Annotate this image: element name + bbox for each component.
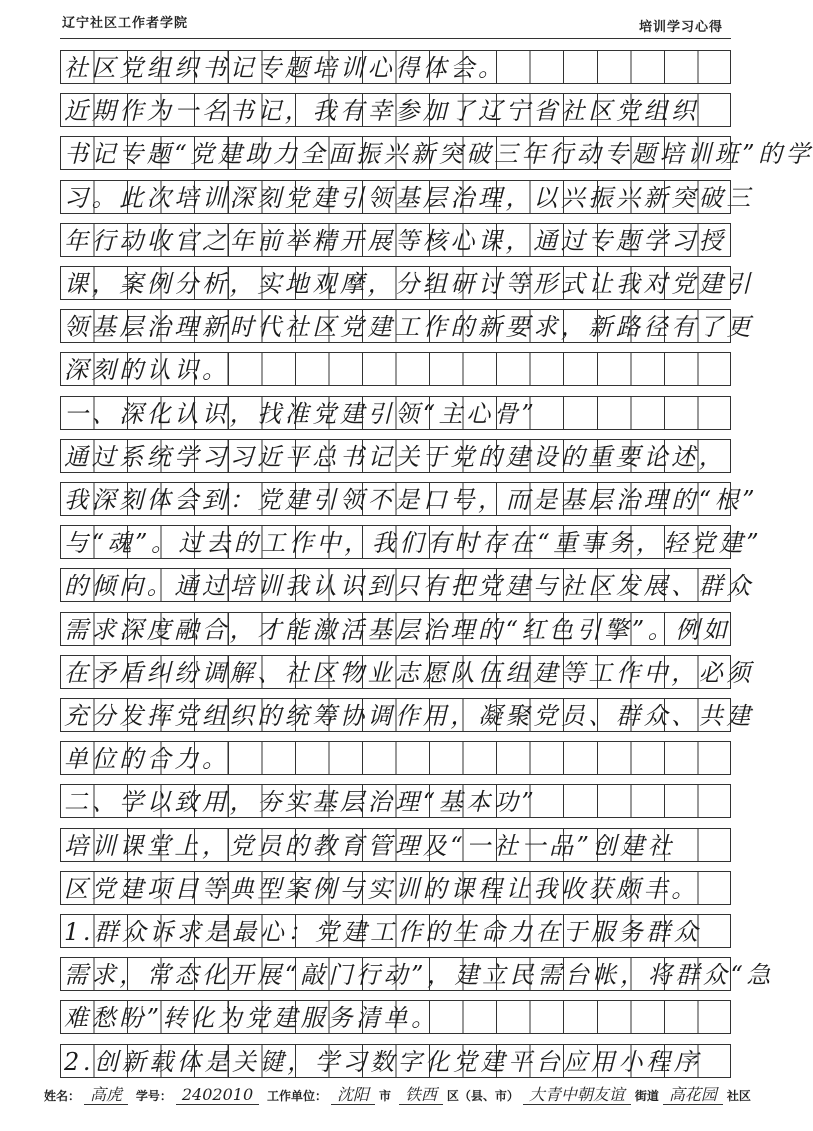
grid-row bbox=[60, 957, 775, 991]
handwritten-line: 单位的合力。 bbox=[64, 745, 230, 774]
grid-row bbox=[60, 50, 731, 84]
street-value: 大青中朝友谊 bbox=[523, 1085, 631, 1105]
grid-row bbox=[60, 655, 754, 689]
grid-row bbox=[60, 93, 731, 127]
grid-row bbox=[60, 828, 731, 862]
grid-row bbox=[60, 568, 754, 602]
city-value: 沈阳 bbox=[331, 1085, 375, 1105]
grid-row bbox=[60, 784, 731, 818]
footer-info bbox=[44, 1082, 755, 1105]
student-id-label: 学号： bbox=[135, 1089, 172, 1103]
handwritten-line: 充分发挥党组织的统筹协调作用，凝聚党员、群众、共建 bbox=[64, 702, 754, 730]
handwritten-line: 深刻的认识。 bbox=[64, 356, 230, 385]
grid-row bbox=[60, 396, 731, 430]
handwritten-line: 领基层治理新时代社区党建工作的新要求，新路径有了更 bbox=[64, 313, 754, 342]
grid-row bbox=[60, 309, 754, 343]
student-id-value: 2402010 bbox=[176, 1085, 259, 1105]
grid-row bbox=[60, 136, 813, 170]
grid-row bbox=[60, 180, 754, 214]
handwritten-line: 区党建项目等典型案例与实训的课程让我收获颇丰。 bbox=[64, 874, 699, 903]
handwritten-line: 与“魂”。过去的工作中，我们有时存在“重事务，轻党建” bbox=[64, 529, 763, 558]
handwritten-line: 我深刻体会到：党建引领不是口号，而是基层治理的“根” bbox=[64, 486, 759, 514]
district-value: 铁西 bbox=[399, 1085, 443, 1105]
header-divider bbox=[60, 38, 731, 39]
grid-row bbox=[60, 1044, 731, 1078]
grid-row bbox=[60, 266, 754, 300]
handwritten-line: 习。此次培训深刻党建引领基层治理，以兴振兴新突破三 bbox=[64, 183, 754, 212]
grid-row bbox=[60, 223, 731, 257]
manuscript-grid bbox=[60, 40, 813, 1080]
grid-row bbox=[60, 914, 731, 948]
handwritten-line: 需求，常态化开展“敲门行动”，建立民需台帐，将群众“急 bbox=[64, 961, 775, 990]
unit-label: 工作单位： bbox=[266, 1089, 327, 1103]
handwritten-line: 难愁盼”转化为党建服务清单。 bbox=[64, 1004, 439, 1033]
handwritten-line: 培训课堂上，党员的教育管理及“一社一品”创建社 bbox=[64, 831, 676, 860]
document-type-title: 培训学习心得 bbox=[638, 20, 723, 35]
handwritten-line: 2.创新载体是关键，学习数字化党建平台应用小程序 bbox=[64, 1047, 702, 1076]
handwritten-line: 课，案例分析，实地观摩，分组研讨等形式让我对党建引 bbox=[64, 270, 754, 298]
college-title: 辽宁社区工作者学院 bbox=[62, 16, 189, 31]
community-value: 高花园 bbox=[663, 1085, 723, 1105]
handwritten-line: 1.群众诉求是最心：党建工作的生命力在于服务群众 bbox=[64, 918, 702, 946]
district-suffix: 区（县、市） bbox=[446, 1089, 519, 1103]
name-label: 姓名： bbox=[44, 1089, 81, 1103]
handwritten-line: 社区党组织书记专题培训心得体会。 bbox=[64, 54, 506, 82]
community-suffix: 社区 bbox=[726, 1089, 751, 1103]
grid-row bbox=[60, 482, 759, 516]
grid-row bbox=[60, 1000, 731, 1034]
grid-row bbox=[60, 698, 754, 732]
handwritten-line: 近期作为一名书记，我有幸参加了辽宁省社区党组织 bbox=[64, 97, 699, 126]
grid-row bbox=[60, 741, 731, 775]
name-value: 高虎 bbox=[84, 1085, 128, 1105]
handwritten-line: 年行动收官之年前举精开展等核心课，通过专题学习授 bbox=[64, 226, 727, 255]
handwritten-line: 一、深化认识，找准党建引领“主心骨” bbox=[64, 399, 538, 428]
handwritten-line: 在矛盾纠纷调解、社区物业志愿队伍组建等工作中，必须 bbox=[64, 658, 754, 687]
grid-row bbox=[60, 439, 731, 473]
handwritten-line: 的倾向。通过培训我认识到只有把党建与社区发展、群众 bbox=[64, 572, 754, 601]
handwritten-line: 需求深度融合，才能激活基层治理的“红色引擎”。例如 bbox=[64, 615, 731, 644]
handwritten-line: 书记专题“党建助力全面振兴新突破三年行动专题培训班”的学 bbox=[64, 140, 813, 169]
grid-row bbox=[60, 525, 763, 559]
city-suffix: 市 bbox=[379, 1089, 392, 1103]
handwritten-line: 通过系统学习习近平总书记关于党的建设的重要论述， bbox=[64, 442, 727, 471]
street-suffix: 街道 bbox=[634, 1089, 659, 1103]
handwritten-line: 二、学以致用，夯实基层治理“基本功” bbox=[64, 788, 538, 817]
grid-row bbox=[60, 352, 731, 386]
grid-row bbox=[60, 612, 731, 646]
grid-row bbox=[60, 871, 731, 905]
